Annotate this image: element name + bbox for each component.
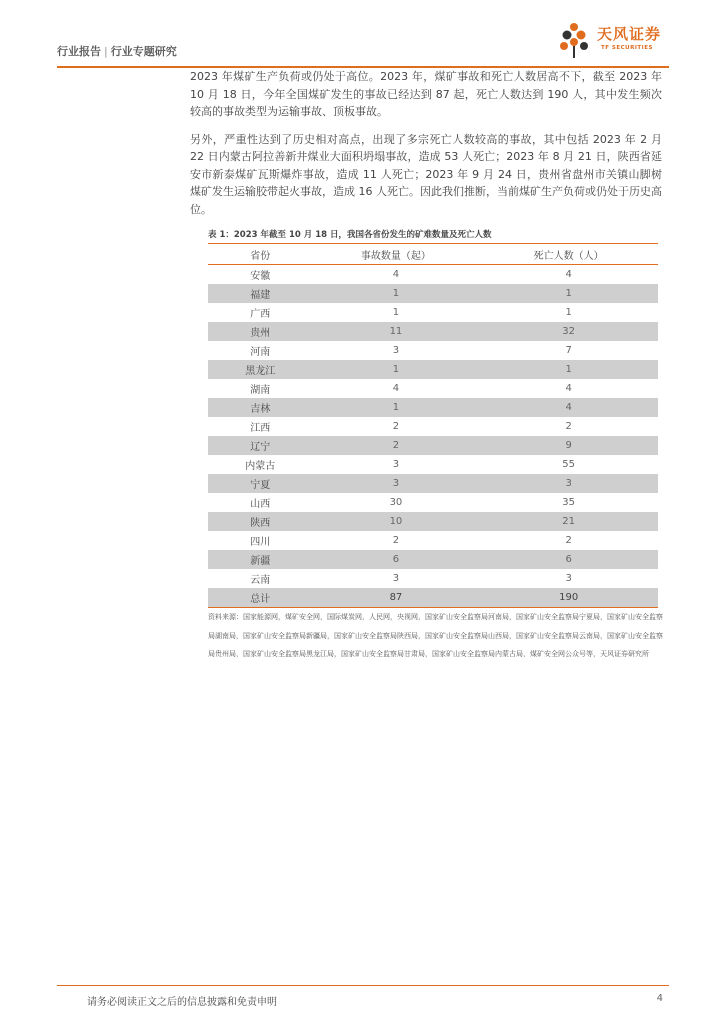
table-row	[208, 398, 658, 417]
deaths-cell: 9	[479, 436, 658, 455]
paragraph-2: 另外，严重性达到了历史相对高点，出现了多宗死亡人数较高的事故，其中包括 2023 年 2 月 22 日内蒙古阿拉善新井煤业大面积坍塌事故，造成 53 人死亡；2023 年 8 月 21 日，陕西省延安市新泰煤矿瓦斯爆炸事故，造成 11 人死亡；2023 年 9 月 24 日，贵州省盘州市关镇山脚树煤矿发生运输胶带起火事故，造成 16 人死亡。因此我们推断，当前煤矿生产负荷或仍处于历史高位。	[190, 132, 662, 216]
table-header-row	[208, 244, 658, 265]
table-source: 资料来源：国家能源网，煤矿安全网，国际煤炭网，人民网，央视网，国家矿山安全监察局河南局，国家矿山安全监察局宁夏局，国家矿山安全监察局湖南局，国家矿山安全监察局新疆局，国家矿山安全监察局陕西局，国家矿山安全监察局山西局，国家矿山安全监察局云南局，国家矿山安全监察局贵州局，国家矿山安全监察局黑龙江局，国家矿山安全监察局甘肃局，国家矿山安全监察局内蒙古局，煤矿安全网公众号等，天风证券研究所	[208, 613, 663, 658]
logo-subtitle: TF SECURITIES	[601, 45, 653, 51]
accidents-cell: 3	[313, 474, 480, 493]
table-row	[208, 455, 658, 474]
province-cell: 福建	[208, 284, 313, 303]
province-cell: 河南	[250, 347, 271, 358]
accidents-cell: 6	[313, 550, 480, 569]
accidents-cell: 2	[313, 436, 480, 455]
accidents-cell: 1	[392, 307, 400, 318]
deaths-cell: 21	[479, 512, 658, 531]
deaths-cell: 32	[479, 322, 658, 341]
page-header	[57, 25, 669, 68]
province-cell: 宁夏	[208, 474, 313, 493]
total-deaths: 190	[479, 588, 658, 608]
province-cell: 新疆	[208, 550, 313, 569]
header-accidents: 事故数量（起）	[313, 244, 480, 265]
table-total-row	[208, 588, 658, 608]
deaths-cell: 3	[565, 573, 572, 584]
province-cell: 贵州	[208, 322, 313, 341]
header-province: 省份	[208, 244, 313, 265]
disclaimer-text: 请务必阅读正文之后的信息披露和免责申明	[87, 997, 277, 1008]
province-cell: 江西	[250, 423, 271, 434]
report-type: 行业报告	[57, 45, 101, 58]
province-cell: 辽宁	[208, 436, 313, 455]
table-row	[208, 303, 658, 322]
page-number: 4	[656, 993, 663, 1004]
accident-table	[208, 243, 658, 608]
table-title: 表 1：2023 年截至 10 月 18 日，我国各省份发生的矿难数量及死亡人数	[208, 230, 492, 240]
province-cell: 广西	[250, 309, 271, 320]
table-row	[208, 265, 658, 285]
province-cell: 安徽	[250, 271, 271, 282]
deaths-cell: 1	[565, 307, 572, 318]
accidents-cell: 4	[392, 383, 400, 394]
province-cell: 陕西	[208, 512, 313, 531]
table-row	[208, 474, 658, 493]
report-category: 行业专题研究	[110, 45, 177, 58]
table-row	[208, 531, 658, 550]
accidents-cell: 10	[313, 512, 480, 531]
total-accidents: 87	[313, 588, 480, 608]
page-footer	[57, 985, 669, 1016]
table-row	[208, 379, 658, 398]
province-cell: 内蒙古	[245, 461, 276, 472]
deaths-cell: 2	[565, 535, 572, 546]
accidents-cell: 3	[392, 573, 400, 584]
header-deaths: 死亡人数（人）	[479, 244, 658, 265]
table-row	[208, 569, 658, 588]
accidents-cell: 11	[313, 322, 480, 341]
header-breadcrumb	[57, 43, 177, 59]
header-separator: |	[104, 45, 108, 58]
table-row	[208, 493, 658, 512]
province-cell: 云南	[250, 575, 271, 586]
deaths-cell: 4	[565, 269, 572, 280]
body-text	[190, 68, 662, 228]
table-row	[208, 550, 658, 569]
table-row	[208, 417, 658, 436]
deaths-cell: 3	[479, 474, 658, 493]
deaths-cell: 7	[565, 345, 572, 356]
accidents-cell: 2	[392, 535, 400, 546]
province-cell: 四川	[250, 537, 271, 548]
accidents-cell: 3	[392, 459, 400, 470]
table-row	[208, 322, 658, 341]
table-row	[208, 512, 658, 531]
province-cell: 山西	[250, 499, 271, 510]
province-cell: 湖南	[250, 385, 271, 396]
paragraph-1: 2023 年煤矿生产负荷或仍处于高位。2023 年，煤矿事故和死亡人数居高不下，截至 2023 年 10 月 18 日，今年全国煤矿发生的事故已经达到 87 起，死亡人数达到 190 人，其中发生频次较高的事故类型为运输事故、顶板事故。	[190, 70, 662, 118]
deaths-cell: 1	[479, 284, 658, 303]
company-logo	[559, 21, 669, 61]
logo-name: 天风证券	[597, 25, 662, 43]
province-cell: 吉林	[208, 398, 313, 417]
accidents-cell: 3	[392, 345, 400, 356]
table-row	[208, 360, 658, 379]
accidents-cell: 1	[313, 284, 480, 303]
deaths-cell: 1	[479, 360, 658, 379]
province-cell: 黑龙江	[208, 360, 313, 379]
accidents-cell: 1	[313, 398, 480, 417]
table-row	[208, 341, 658, 360]
accidents-cell: 1	[313, 360, 480, 379]
table-row	[208, 436, 658, 455]
deaths-cell: 2	[565, 421, 572, 432]
accidents-cell: 4	[392, 269, 400, 280]
total-label: 总计	[208, 588, 313, 608]
deaths-cell: 6	[479, 550, 658, 569]
deaths-cell: 55	[562, 459, 576, 470]
deaths-cell: 4	[565, 383, 572, 394]
table-row	[208, 284, 658, 303]
accidents-cell: 2	[392, 421, 400, 432]
deaths-cell: 35	[562, 497, 576, 508]
deaths-cell: 4	[479, 398, 658, 417]
accidents-cell: 30	[389, 497, 403, 508]
logo-flower-icon	[555, 21, 595, 61]
